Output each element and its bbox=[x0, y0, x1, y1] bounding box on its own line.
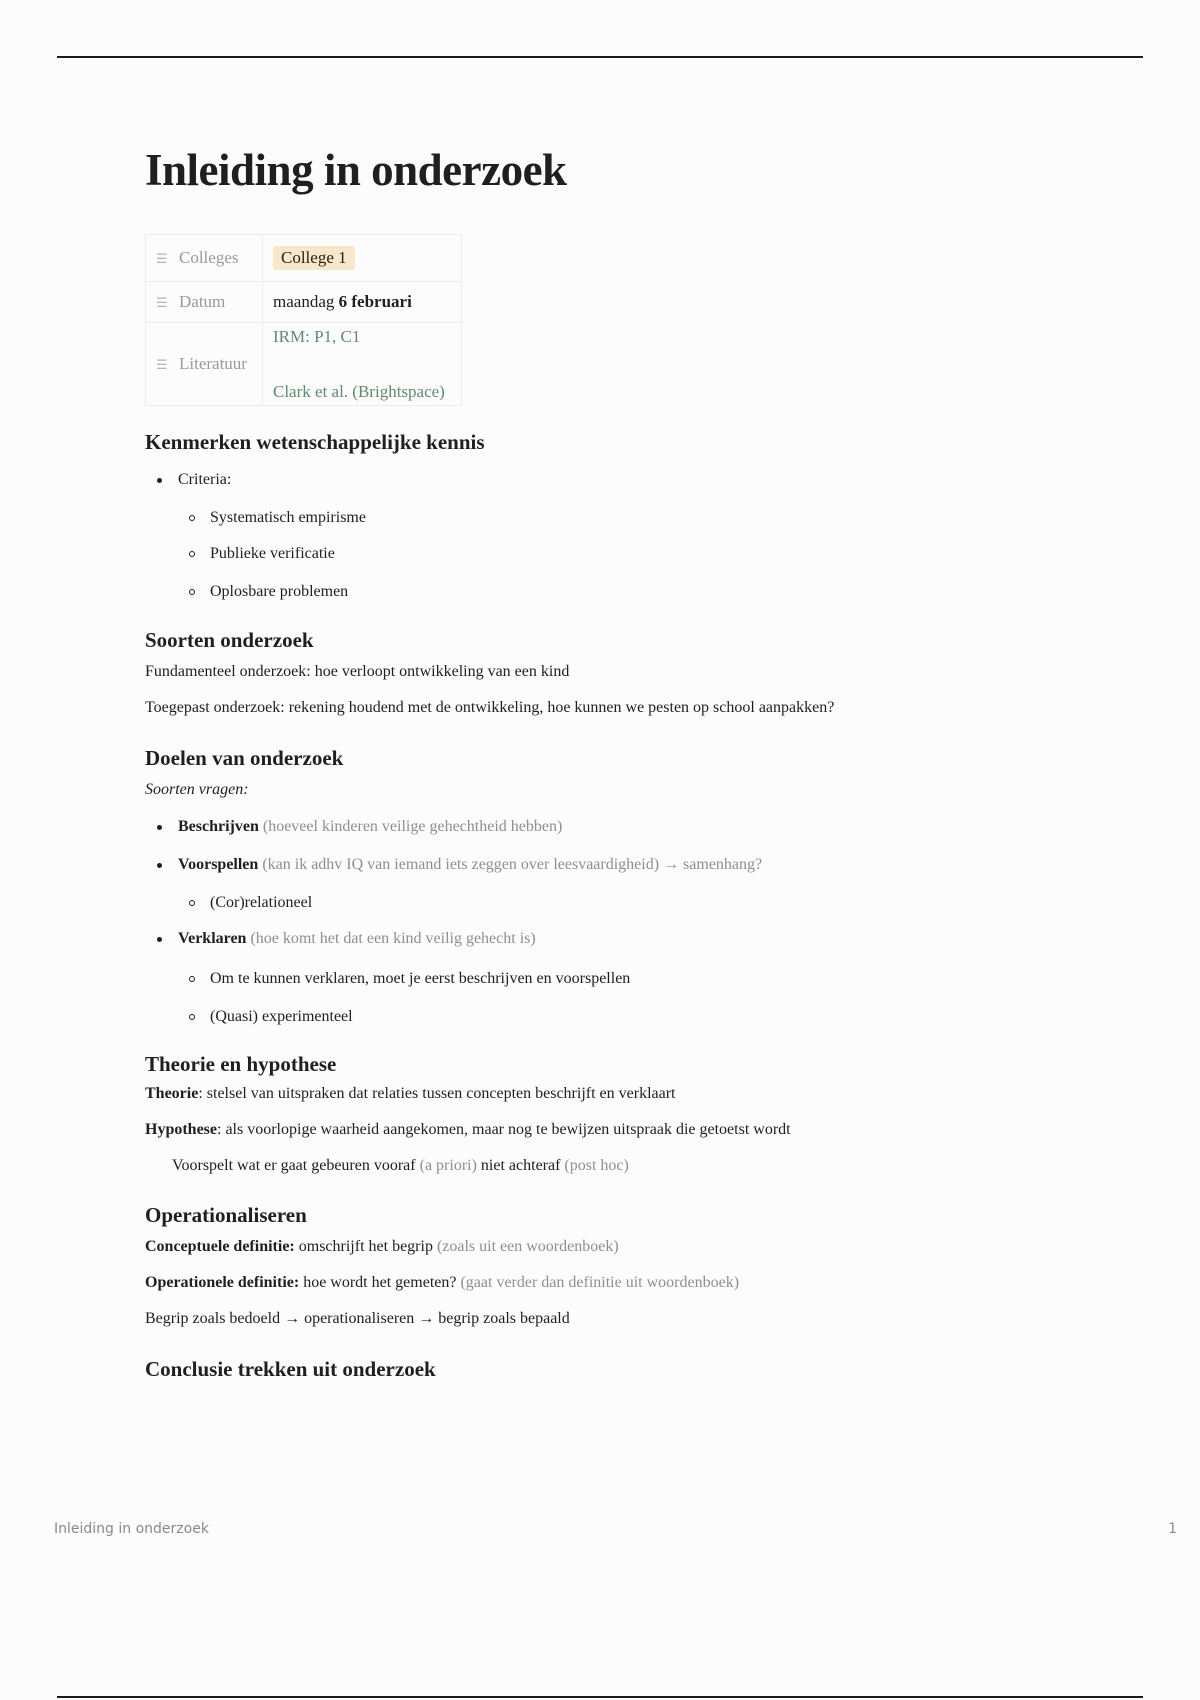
note-aside: (a priori) bbox=[419, 1157, 477, 1174]
literature-item[interactable]: Clark et al. (Brightspace) bbox=[273, 381, 445, 401]
definition: : stelsel van uitspraken dat relaties tussen concepten beschrijft en verklaart bbox=[198, 1085, 676, 1102]
paragraph bbox=[145, 1236, 1105, 1258]
footer-title: Inleiding in onderzoek bbox=[54, 1521, 209, 1537]
property-key bbox=[146, 323, 263, 406]
term: Operationele definitie: bbox=[145, 1274, 300, 1291]
property-datum bbox=[146, 282, 462, 323]
literature-item[interactable]: IRM: P1, C1 bbox=[273, 326, 361, 346]
paragraph: Begrip zoals bedoeld → operationaliseren → begrip zoals bepaald bbox=[145, 1310, 570, 1327]
criteria-list bbox=[145, 469, 1105, 603]
indented-note bbox=[145, 1155, 1105, 1177]
goals-list bbox=[145, 816, 1105, 1028]
bottom-rule bbox=[57, 1696, 1143, 1698]
term: Theorie bbox=[145, 1085, 199, 1102]
definition: hoe wordt het gemeten? bbox=[303, 1274, 457, 1291]
section-heading-kenmerken: Kenmerken wetenschappelijke kennis bbox=[145, 430, 485, 454]
item-note: (hoe komt het dat een kind veilig gehecht is) bbox=[250, 930, 536, 947]
page-content bbox=[145, 140, 1105, 1383]
note-aside: (post hoc) bbox=[564, 1157, 629, 1174]
item-note: (kan ik adhv IQ van iemand iets zeggen over leesvaardigheid) → samenhang? bbox=[262, 856, 763, 873]
college-tag[interactable]: College 1 bbox=[273, 246, 355, 270]
property-key bbox=[146, 282, 263, 323]
list-icon: ☰ bbox=[156, 252, 168, 267]
date-value: 6 februari bbox=[338, 292, 412, 311]
paragraph: Fundamenteel onderzoek: hoe verloopt ontwikkeling van een kind bbox=[145, 663, 570, 680]
literature-spacer bbox=[273, 348, 451, 381]
paragraph bbox=[145, 1119, 1105, 1141]
property-label: Literatuur bbox=[179, 354, 247, 373]
property-label: Datum bbox=[179, 292, 226, 311]
paragraph: Toegepast onderzoek: rekening houdend met de ontwikkeling, hoe kunnen we pesten op school aanpakken? bbox=[145, 699, 835, 716]
page-title: Inleiding in onderzoek bbox=[145, 145, 567, 195]
top-rule bbox=[57, 56, 1143, 58]
property-value[interactable] bbox=[263, 235, 462, 282]
list-item: (Quasi) experimenteel bbox=[145, 1006, 1105, 1028]
list-icon: ☰ bbox=[156, 296, 168, 311]
definition: : als voorlopige waarheid aangekomen, maar nog te bewijzen uitspraak die getoetst wordt bbox=[217, 1121, 791, 1138]
section-heading-operationaliseren: Operationaliseren bbox=[145, 1203, 307, 1227]
term: Conceptuele definitie: bbox=[145, 1238, 295, 1255]
section-heading-conclusie: Conclusie trekken uit onderzoek bbox=[145, 1357, 436, 1381]
item-label: Verklaren bbox=[178, 930, 247, 947]
list-item: Oplosbare problemen bbox=[145, 581, 1105, 603]
property-value[interactable] bbox=[263, 282, 462, 323]
item-note: (hoeveel kinderen veilige gehechtheid hebben) bbox=[262, 818, 563, 835]
subtitle: Soorten vragen: bbox=[145, 781, 249, 798]
property-literatuur bbox=[146, 323, 462, 406]
list-item: Om te kunnen verklaren, moet je eerst beschrijven en voorspellen bbox=[145, 968, 1105, 990]
property-value[interactable] bbox=[263, 323, 462, 406]
list-item: (Cor)relationeel bbox=[145, 892, 1105, 914]
list-item bbox=[145, 928, 1105, 950]
note-text: niet achteraf bbox=[480, 1157, 561, 1174]
list-item bbox=[145, 816, 1105, 838]
section-heading-soorten: Soorten onderzoek bbox=[145, 628, 314, 652]
definition-note: (gaat verder dan definitie uit woordenboek) bbox=[460, 1274, 740, 1291]
property-colleges bbox=[146, 235, 462, 282]
date-weekday: maandag bbox=[273, 292, 335, 311]
item-label: Beschrijven bbox=[178, 818, 259, 835]
list-item bbox=[145, 854, 1105, 876]
term: Hypothese bbox=[145, 1121, 217, 1138]
property-key bbox=[146, 235, 263, 282]
list-icon: ☰ bbox=[156, 358, 168, 373]
page-number: 1 bbox=[1168, 1521, 1177, 1537]
paragraph bbox=[145, 1272, 1105, 1294]
list-item: Systematisch empirisme bbox=[145, 507, 1105, 529]
property-label: Colleges bbox=[179, 248, 239, 267]
note-text: Voorspelt wat er gaat gebeuren vooraf bbox=[172, 1157, 416, 1174]
paragraph bbox=[145, 1083, 1105, 1105]
definition-note: (zoals uit een woordenboek) bbox=[436, 1238, 619, 1255]
definition: omschrijft het begrip bbox=[298, 1238, 433, 1255]
section-heading-theorie: Theorie en hypothese bbox=[145, 1052, 337, 1076]
section-heading-doelen: Doelen van onderzoek bbox=[145, 746, 344, 770]
list-item: Publieke verificatie bbox=[145, 543, 1105, 565]
properties-table bbox=[145, 234, 462, 406]
item-label: Voorspellen bbox=[178, 856, 259, 873]
list-item: Criteria: bbox=[145, 469, 1105, 491]
